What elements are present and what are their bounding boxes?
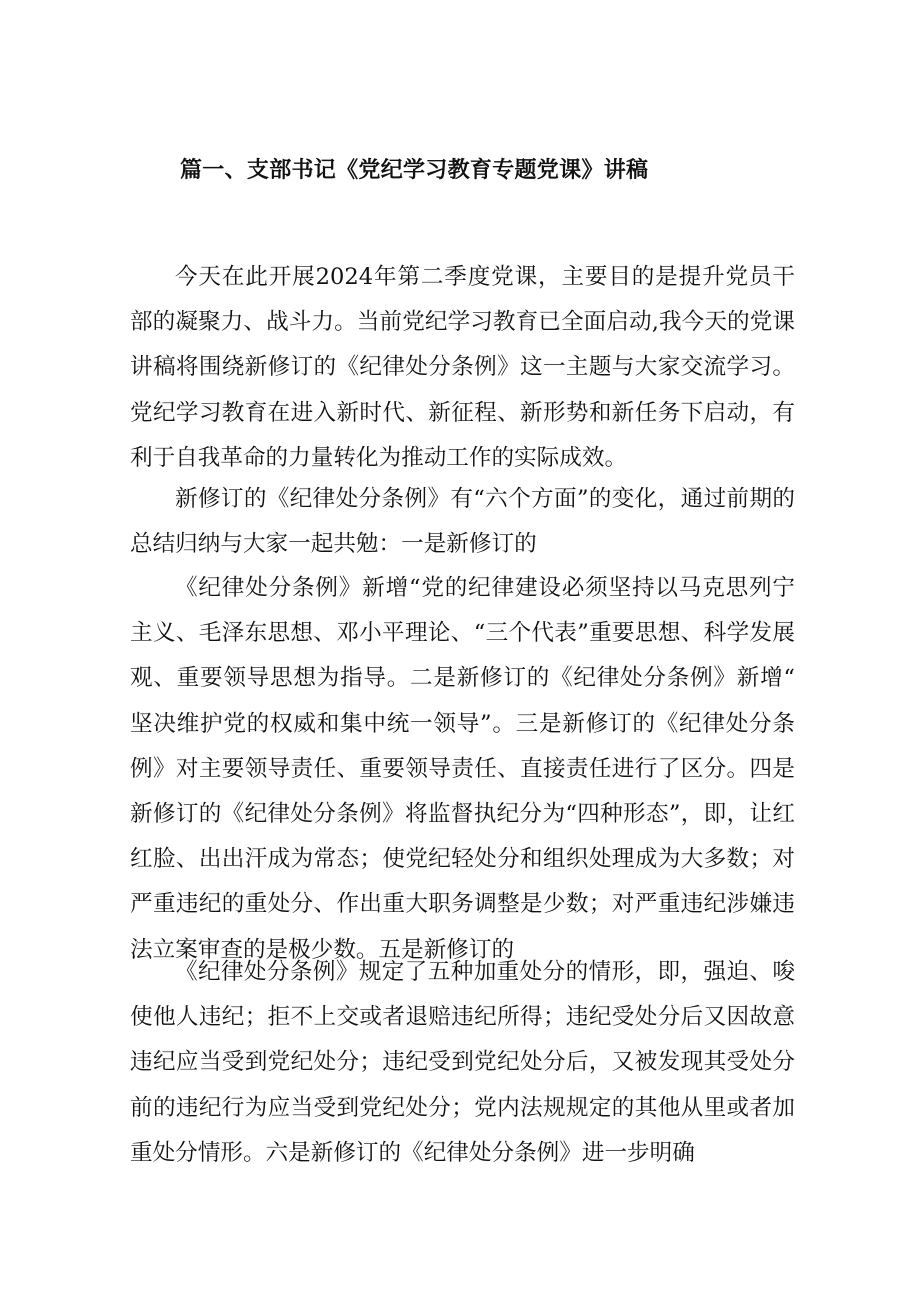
paragraph-1: 今天在此开展2024年第二季度党课，主要目的是提升党员干部的凝聚力、战斗力。当前党纪学习教育已全面启动,我今天的党课讲稿将围绕新修订的《纪律处分条例》这一主题与大家交流学习。党纪学习教育在进入新时代、新征程、新形势和新任务下启动，有利于自我革命的力量转化为推动工作的实际成效。 <box>130 264 795 471</box>
paragraph-2: 新修订的《纪律处分条例》有“六个方面”的变化，通过前期的总结归纳与大家一起共勉：一是新修订的 <box>130 486 795 558</box>
document-title: 篇一、支部书记《党纪学习教育专题党课》讲稿 <box>180 158 649 183</box>
paragraph-4: 《纪律处分条例》规定了五种加重处分的情形，即，强迫、唆使他人违纪；拒不上交或者退赔违纪所得；违纪受处分后又因故意违纪应当受到党纪处分；违纪受到党纪处分后，又被发现其受处分前的违纪行为应当受到党纪处分；党内法规规定的其他从里或者加重处分情形。六是新修订的《纪律处分条例》进一步明确 <box>130 959 795 1166</box>
paragraph-3: 《纪律处分条例》新增“党的纪律建设必须坚持以马克思列宁主义、毛泽东思想、邓小平理论、“三个代表”重要思想、科学发展观、重要领导思想为指导。二是新修订的《纪律处分条例》新增“坚决维护党的权威和集中统一领导”。三是新修订的《纪律处分条例》对主要领导责任、重要领导责任、直接责任进行了区分。四是新修订的《纪律处分条例》将监督执纪分为“四种形态”，即，让红红脸、出出汗成为常态；使党纪轻处分和组织处理成为大多数；对严重违纪的重处分、作出重大职务调整是少数；对严重违纪涉嫌违法立案审查的是极少数。五是新修订的 <box>130 575 795 963</box>
